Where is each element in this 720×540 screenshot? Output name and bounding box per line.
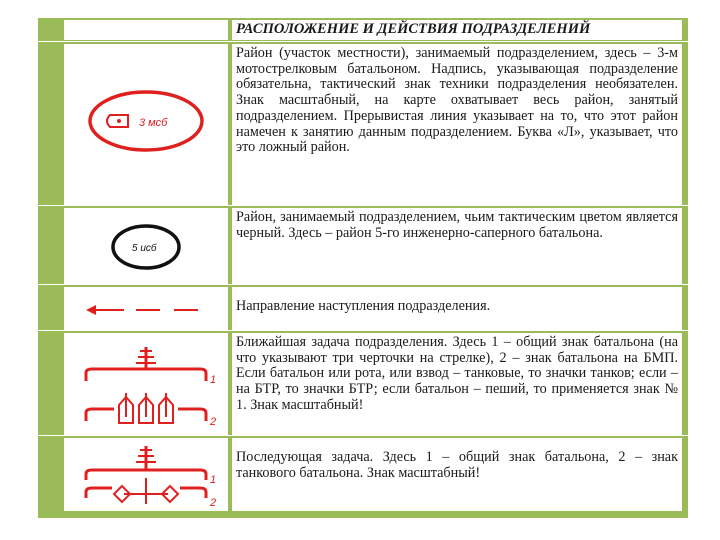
motor-rifle-battalion-area-symbol — [64, 44, 228, 205]
battalion-general-sign — [86, 446, 206, 480]
battalion-general-sign — [86, 347, 206, 381]
subsequent-task-symbol — [64, 438, 228, 511]
tank-icons — [114, 478, 178, 504]
immediate-task-symbol — [64, 333, 228, 435]
description-text: Район (участок местности), занимаемый подразделением, здесь – 3-м мотострелковым батальоном. Надпись, указывающая подразделение обязательна, тактический знак техники подразделения необязателен. Знак масштабный, на карте охватывает весь район, занятый подразделением. Прерывистая линия указывает на то, что этот район намечен к занятию данным подразделением. Буква «Л», указывает, что это ложный район. — [232, 44, 682, 205]
description-text: Район, занимаемый подразделением, чьим тактическим цветом является черный. Здесь – район 5-го инженерно-саперного батальона. — [232, 208, 682, 284]
symbol-cell — [64, 438, 228, 511]
area-label: 5 исб — [132, 243, 157, 254]
symbol-cell — [64, 333, 228, 435]
header-row — [38, 18, 688, 40]
header-symbol-cell — [64, 20, 228, 40]
vehicle-sign-dot — [117, 119, 121, 123]
description-text: Ближайшая задача подразделения. Здесь 1 – общий знак батальона (на что указывают три черточки на стрелке), 2 – знак батальона на БМП. Если батальон или рота, или взвод – танковые, то значки танков; если – на БТР, то значки БТР; если батальон – пеший, то применяется знак № 1. Знак масштабный! — [232, 333, 682, 435]
table-row — [38, 41, 688, 205]
marker-2: 2 — [210, 416, 217, 428]
description-text: Направление наступления подразделения. — [232, 287, 682, 330]
marker-2: 2 — [210, 497, 217, 509]
area-label: 3 мсб — [139, 117, 168, 129]
symbol-cell — [64, 287, 228, 330]
engineer-battalion-area-symbol — [64, 208, 228, 284]
symbols-table — [38, 18, 688, 518]
marker-1: 1 — [210, 474, 217, 486]
arrow-head-icon — [86, 305, 96, 315]
table-row — [38, 284, 688, 330]
marker-1: 1 — [210, 374, 217, 386]
description-text: Последующая задача. Здесь 1 – общий знак батальона, 2 – знак танкового батальона. Знак масштабный! — [232, 438, 682, 511]
table-row — [38, 435, 688, 519]
symbol-cell — [64, 44, 228, 205]
symbol-cell — [64, 208, 228, 284]
table-row — [38, 330, 688, 435]
table-header: РАСПОЛОЖЕНИЕ И ДЕЙСТВИЯ ПОДРАЗДЕЛЕНИЙ — [232, 20, 682, 40]
attack-direction-symbol — [64, 287, 228, 330]
table-row — [38, 205, 688, 284]
bmp-icons — [119, 393, 173, 423]
